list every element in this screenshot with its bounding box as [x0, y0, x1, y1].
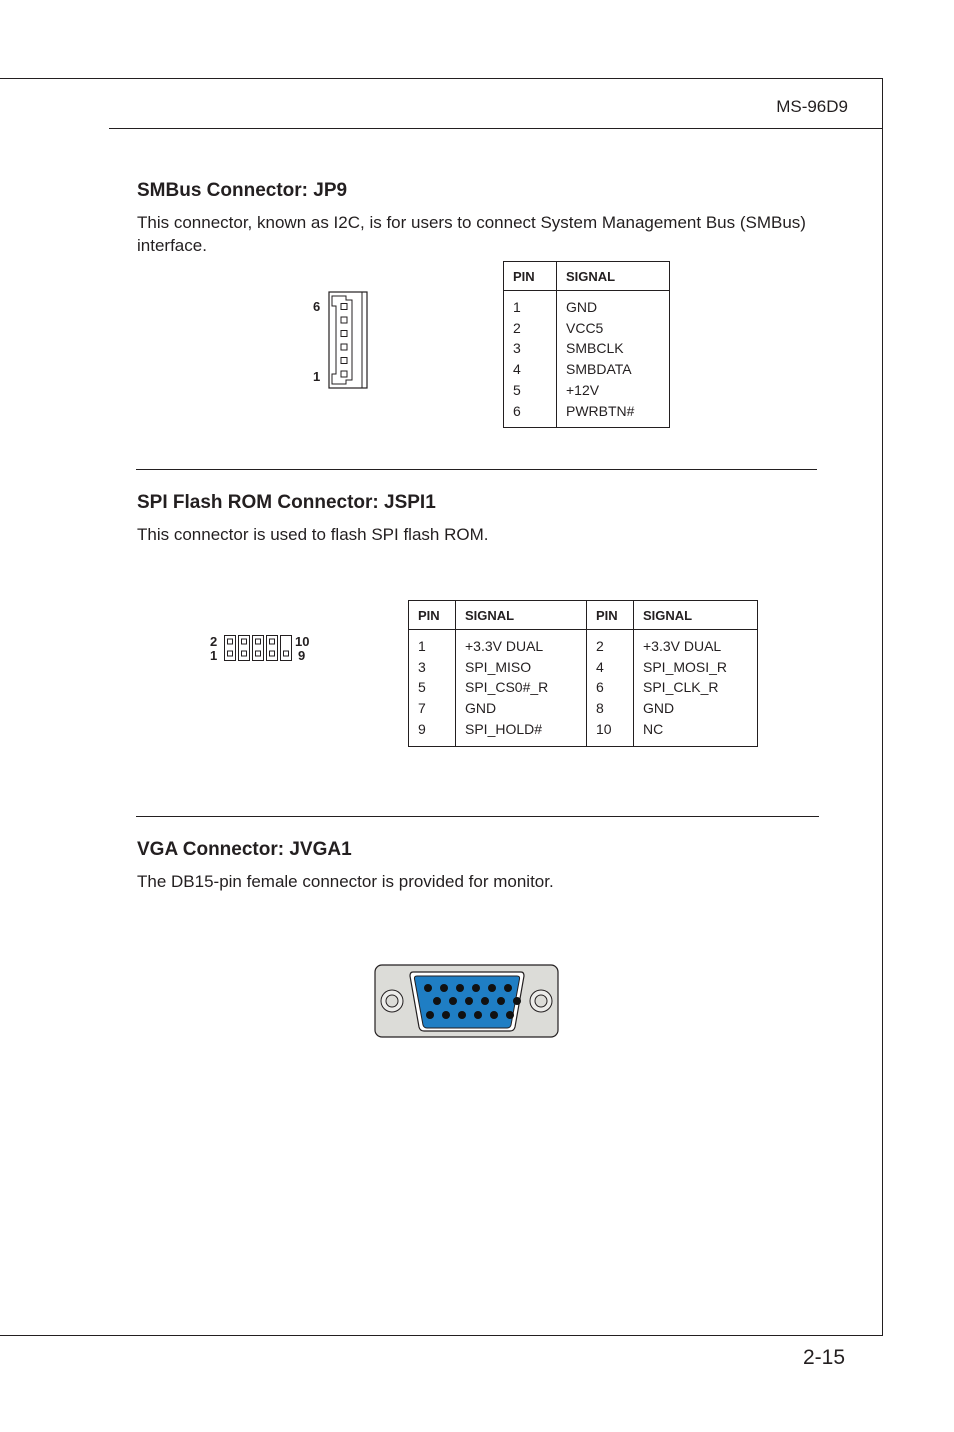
pin-number: 1	[513, 299, 521, 315]
smbus-pin-table	[503, 261, 670, 428]
pin-number: 6	[513, 402, 521, 419]
spi-description: This connector is used to flash SPI flash ROM.	[137, 525, 489, 544]
vga-description: The DB15-pin female connector is provided for monitor.	[137, 872, 554, 891]
pin-number: 8	[596, 700, 604, 717]
pin-header: PIN	[587, 601, 634, 630]
pin-number: 1	[418, 638, 426, 654]
pin-number: 5	[418, 679, 426, 696]
vga-heading: VGA Connector: JVGA1	[137, 839, 352, 860]
signal-column	[557, 291, 670, 428]
signal-name: GND	[465, 700, 497, 717]
smbus-pin-label-bottom: 1	[313, 369, 321, 384]
signal-name: SPI_MOSI_R	[643, 658, 728, 675]
vga-connector-diagram	[373, 963, 561, 1040]
smbus-heading: SMBus Connector: JP9	[137, 180, 348, 201]
signal-name: +3.3V DUAL	[465, 638, 544, 654]
signal-name: VCC5	[566, 319, 604, 336]
section-divider	[136, 816, 819, 817]
pin-number: 9	[418, 720, 426, 737]
spi-pin-label-bottom-left: 1	[210, 648, 218, 663]
pin-number: 10	[596, 720, 612, 737]
model-number: MS-96D9	[776, 97, 848, 116]
pin-number: 2	[513, 319, 521, 336]
signal-name: +12V	[566, 381, 600, 398]
spi-pin-table	[408, 600, 758, 747]
pin-number: 7	[418, 700, 426, 717]
bottom-rule	[0, 1335, 883, 1336]
pin-number: 4	[513, 361, 521, 378]
pin-column	[587, 630, 634, 747]
spi-pin-label-bottom-right: 9	[298, 648, 306, 663]
signal-name: SMBCLK	[566, 340, 624, 357]
signal-name: PWRBTN#	[566, 402, 635, 419]
spi-pin-label-top-left: 2	[210, 634, 218, 649]
spi-pin-label-top-right: 10	[295, 634, 310, 649]
signal-name: SPI_MISO	[465, 658, 532, 675]
pin-column	[504, 291, 557, 428]
pin-number: 4	[596, 658, 604, 675]
signal-name: NC	[643, 720, 664, 737]
pin-number: 3	[418, 658, 426, 675]
pin-number: 5	[513, 381, 521, 398]
header-rule	[109, 128, 883, 129]
signal-name: GND	[566, 299, 598, 315]
top-rule	[0, 78, 883, 79]
pin-header: PIN	[409, 601, 456, 630]
signal-name: SPI_CLK_R	[643, 679, 719, 696]
smbus-connector-diagram	[328, 290, 370, 390]
signal-name: +3.3V DUAL	[643, 638, 722, 654]
section-divider	[136, 469, 817, 470]
pin-number: 3	[513, 340, 521, 357]
pin-header: PIN	[504, 262, 557, 291]
signal-name: SPI_HOLD#	[465, 720, 543, 737]
signal-column	[456, 630, 587, 747]
spi-heading: SPI Flash ROM Connector: JSPI1	[137, 492, 436, 513]
smbus-description: This connector, known as I2C, is for users to connect System Management Bus (SMBus) interface.	[137, 213, 806, 255]
signal-header: SIGNAL	[634, 601, 758, 630]
pin-number: 2	[596, 638, 604, 654]
page-number: 2-15	[802, 1346, 845, 1369]
pin-number: 6	[596, 679, 604, 696]
signal-column	[634, 630, 758, 747]
spi-header-diagram	[223, 634, 293, 664]
pin-column	[409, 630, 456, 747]
signal-name: SMBDATA	[566, 361, 632, 378]
signal-name: GND	[643, 700, 675, 717]
smbus-pin-label-top: 6	[313, 299, 321, 314]
signal-header: SIGNAL	[456, 601, 587, 630]
signal-header: SIGNAL	[557, 262, 670, 291]
signal-name: SPI_CS0#_R	[465, 679, 549, 696]
right-margin-rule	[882, 78, 883, 1336]
